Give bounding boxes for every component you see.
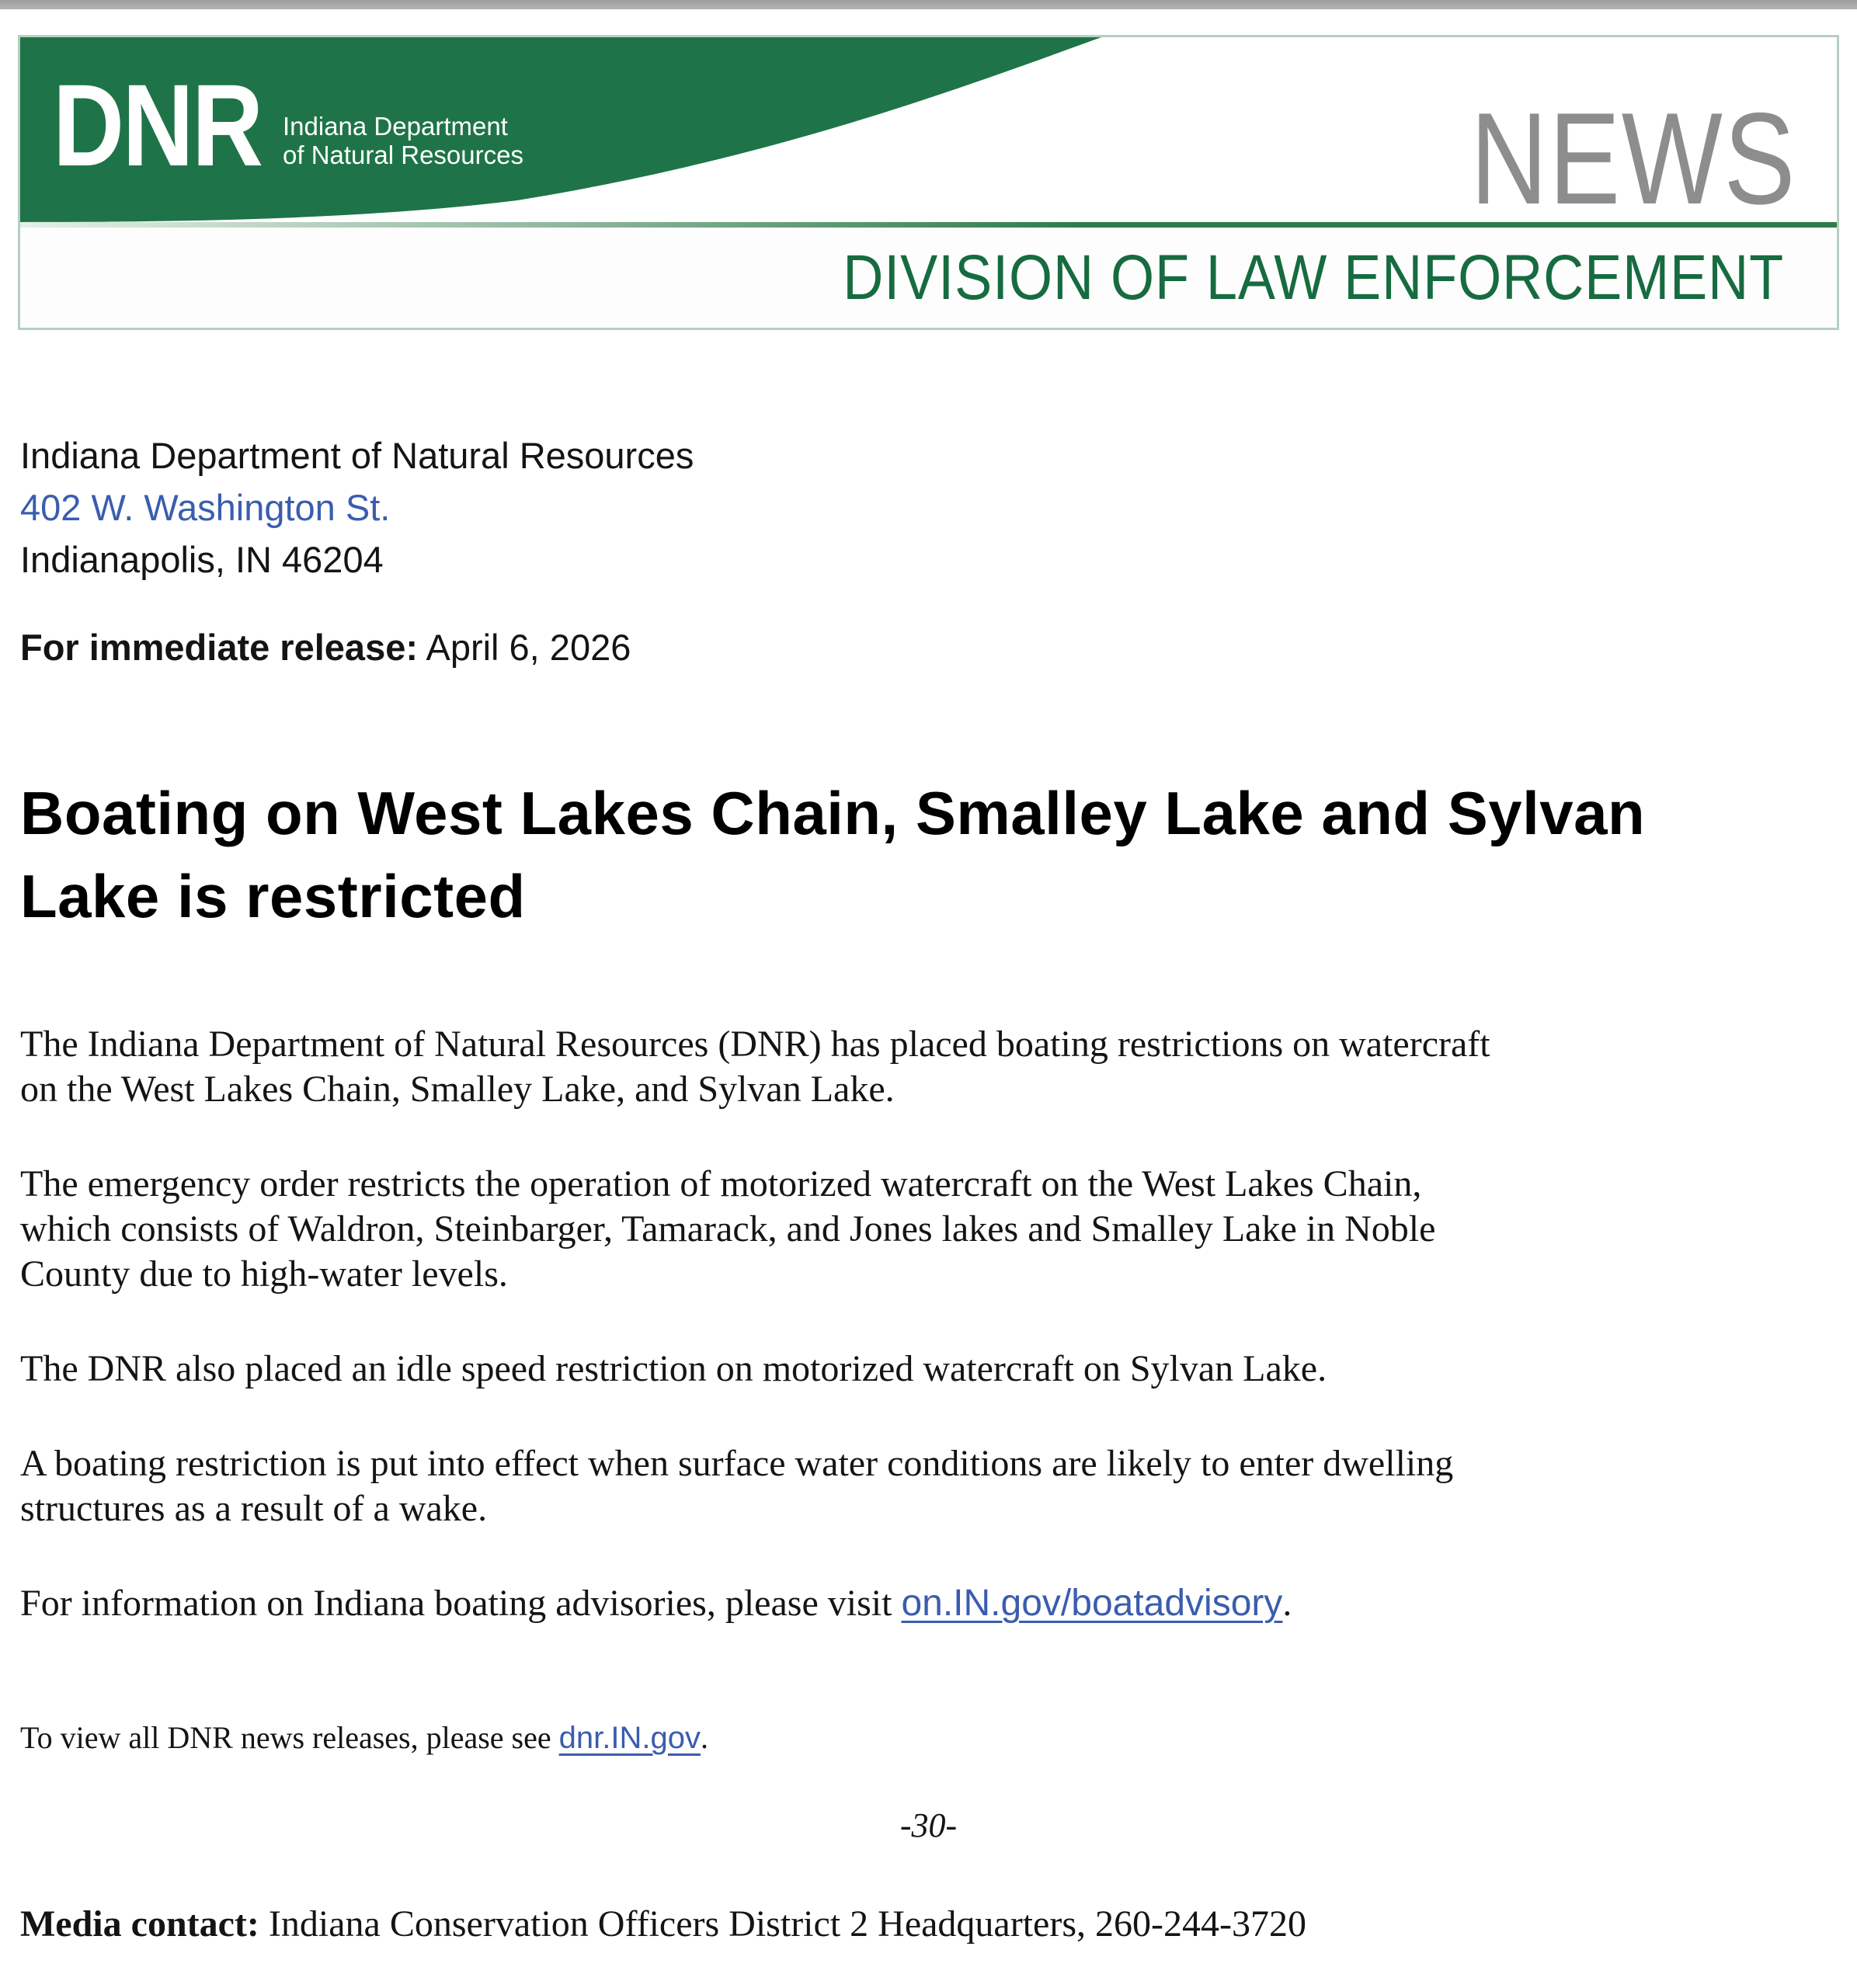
banner-division-section: [20, 228, 1837, 328]
address-block: [20, 429, 1837, 586]
news-releases-note: [20, 1719, 1837, 1757]
headline-line1: Boating on West Lakes Chain, Smalley Lake and Sylvan: [20, 779, 1646, 847]
media-contact-text: Indiana Conservation Officers District 2 Headquarters, 260-244-3720: [259, 1903, 1306, 1945]
paragraph-restriction-definition: A boating restriction is put into effect when surface water conditions are likely to enter dwelling structures as a result of a wake.: [20, 1443, 1454, 1529]
media-contact-line: [20, 1902, 1837, 1947]
dnr-logo-tagline: [283, 112, 523, 169]
paragraph-idle-speed: The DNR also placed an idle speed restriction on motorized watercraft on Sylvan Lake.: [20, 1348, 1327, 1389]
division-title: DIVISION OF LAW ENFORCEMENT: [843, 242, 1784, 313]
release-date: April 6, 2026: [418, 627, 631, 668]
advisory-text: For information on Indiana boating advisories, please visit: [20, 1583, 902, 1624]
paragraph-emergency-order: The emergency order restricts the operation of motorized watercraft on the West Lakes Chain, which consists of Waldron, Steinbarger, Tamarack, and Jones lakes and Smalley Lake in Noble County due to high-water levels.: [20, 1163, 1436, 1295]
closing-mark: -30-: [899, 1806, 958, 1844]
dnr-tagline-line2: of Natural Resources: [283, 141, 523, 169]
headline: [20, 772, 1837, 938]
boatadvisory-link[interactable]: on.IN.gov/boatadvisory: [901, 1583, 1283, 1624]
release-label: For immediate release:: [20, 627, 418, 668]
dnr-news-banner: [18, 35, 1839, 330]
dnr-tagline-line1: Indiana Department: [283, 112, 508, 141]
banner-masthead-section: [20, 37, 1837, 222]
press-release-body: [0, 429, 1857, 1947]
note-period: .: [700, 1720, 708, 1755]
org-name: Indiana Department of Natural Resources: [20, 435, 694, 476]
dnr-in-gov-link[interactable]: dnr.IN.gov: [558, 1721, 701, 1755]
news-masthead: NEWS: [1470, 85, 1796, 222]
street-address-link[interactable]: 402 W. Washington St.: [20, 487, 391, 528]
window-top-bar: [0, 0, 1857, 9]
release-date-line: [20, 626, 1837, 669]
paragraph-advisory-link: [20, 1581, 1837, 1626]
paragraph-restrictions: The Indiana Department of Natural Resources (DNR) has placed boating restrictions on watercraft on the West Lakes Chain, Smalley Lake, and Sylvan Lake.: [20, 1024, 1490, 1110]
note-text: To view all DNR news releases, please see: [20, 1720, 559, 1755]
media-contact-label: Media contact:: [20, 1903, 259, 1945]
headline-line2: Lake is restricted: [20, 862, 526, 930]
city-state-zip: Indianapolis, IN 46204: [20, 539, 384, 580]
dnr-logo: DNR: [53, 60, 262, 190]
banner-divider-line: [20, 222, 1837, 228]
advisory-period: .: [1282, 1583, 1292, 1624]
